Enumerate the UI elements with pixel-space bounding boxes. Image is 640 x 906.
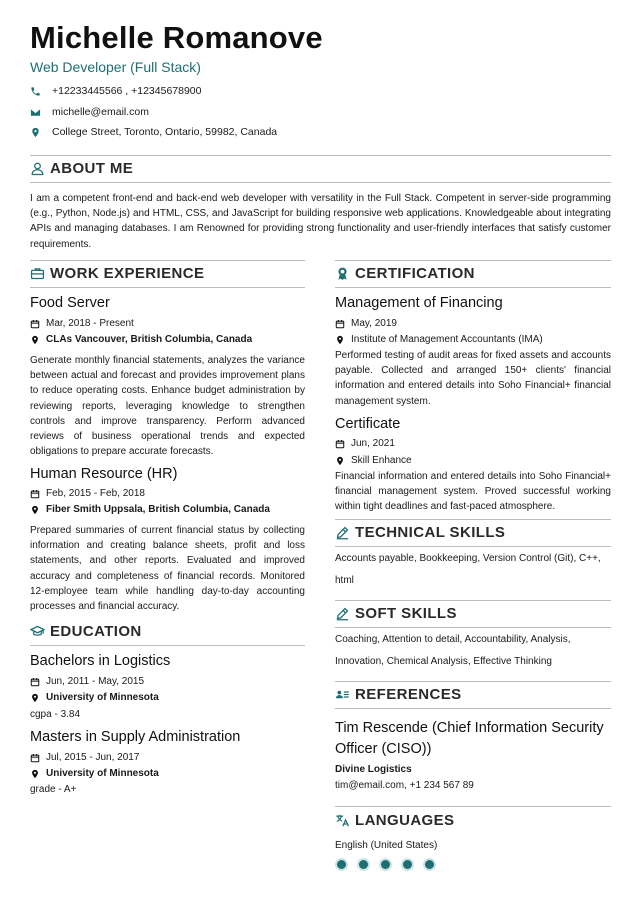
location-pin-icon <box>30 693 46 703</box>
education-item-grade: grade - A+ <box>30 784 77 795</box>
references-title: REFERENCES <box>355 686 462 703</box>
education-item-title: Masters in Supply Administration <box>30 729 241 745</box>
location-pin-icon <box>30 505 46 515</box>
contact-card-icon <box>335 686 353 704</box>
language-level-dot <box>425 860 434 869</box>
calendar-icon <box>335 319 351 329</box>
location-pin-icon <box>335 456 351 466</box>
email-text: michelle@email.com <box>52 106 150 118</box>
certification-item-desc: Performed testing of audit areas for fixed assets and accounts payable. Collected and arranged 150+ clients' financial information and entered details into Soho Financial+ financial management system. <box>335 350 611 407</box>
award-icon <box>335 265 353 283</box>
technical-title: TECHNICAL SKILLS <box>355 524 506 541</box>
reference-name-cont: Officer (CISO)) <box>335 741 432 757</box>
technical-header <box>335 519 611 547</box>
education-item-date <box>30 676 144 687</box>
address-row <box>30 126 277 138</box>
language-level-dot <box>337 860 346 869</box>
calendar-icon <box>335 439 351 449</box>
education-item-date <box>30 752 139 763</box>
technical-skills-line: Accounts payable, Bookkeeping, Version Control (Git), C++, <box>335 553 601 564</box>
education-item-date-text: Jun, 2011 - May, 2015 <box>46 676 145 687</box>
certification-item-desc: Financial information and entered details into Soho Financial+ financial management system. Proved successful working within tight deadlines and fast-paced atmosphere. <box>335 471 611 513</box>
work-item-desc: Generate monthly financial statements, analyzes the variance between actual and forecast and provides improvement plans to reduce operating costs. Enhance budget administration by reviewing reports, leveraging knowledge to strengthen controls and improve transparency. Perform advanced reviews of business operational trends and expected obligations to prepare accurate forecasts. <box>30 355 305 458</box>
location-pin-icon <box>335 335 351 345</box>
work-item-title: Food Server <box>30 295 110 311</box>
calendar-icon <box>30 677 46 687</box>
work-item-title: Human Resource (HR) <box>30 466 178 482</box>
certification-item-place <box>335 455 412 466</box>
certification-item-date <box>335 438 395 449</box>
about-title: ABOUT ME <box>50 160 134 177</box>
languages-header <box>335 806 611 834</box>
pencil-icon <box>335 605 353 623</box>
certification-item-place-text: Institute of Management Accountants (IMA) <box>351 334 543 345</box>
education-title: EDUCATION <box>50 623 142 640</box>
work-header <box>30 260 305 288</box>
location-pin-icon <box>30 127 52 138</box>
language-level-dot <box>403 860 412 869</box>
education-item-place <box>30 768 159 779</box>
certification-item-title: Certificate <box>335 416 401 432</box>
work-item-date-text: Mar, 2018 - Present <box>46 318 134 329</box>
user-icon <box>30 160 48 178</box>
phone-text: +12233445566 , +12345678900 <box>52 85 202 97</box>
certification-item-date-text: Jun, 2021 <box>351 438 395 449</box>
briefcase-icon <box>30 265 48 283</box>
education-header <box>30 618 305 646</box>
pencil-icon <box>335 524 353 542</box>
envelope-icon <box>30 107 52 118</box>
candidate-name: Michelle Romanove <box>30 20 323 55</box>
calendar-icon <box>30 319 46 329</box>
about-text: I am a competent front-end and back-end web developer with versatility in the Full Stack. Competent in server-side programming (e.g., Python, Node.js) and HTML, CSS, and JavaScript for building responsive web applications. Knowledgeable about integrating APIs and managing databases. I am Renowned for providing strong functionality and user-friendly interfaces that satisfy customer requirements. <box>30 193 611 250</box>
language-name: English (United States) <box>335 840 438 851</box>
work-item-date-text: Feb, 2015 - Feb, 2018 <box>46 488 145 499</box>
references-header <box>335 681 611 709</box>
work-item-place <box>30 334 252 345</box>
certification-item-place-text: Skill Enhance <box>351 455 412 466</box>
calendar-icon <box>30 753 46 763</box>
work-item-desc: Prepared summaries of current financial status by collecting information and creating balance sheets, profit and loss statements, and other reports. Evaluated and improved accuracy and completeness of financial records. Monitored 12-employee team while handling day-to-day accounting processes and financial accuracy. <box>30 525 305 613</box>
location-pin-icon <box>30 335 46 345</box>
soft-skills-line: Innovation, Chemical Analysis, Effective Thinking <box>335 656 552 667</box>
certification-header <box>335 260 611 288</box>
reference-name: Tim Rescende (Chief Information Security <box>335 720 604 736</box>
soft-header <box>335 600 611 628</box>
education-item-title: Bachelors in Logistics <box>30 653 171 669</box>
about-header <box>30 155 611 183</box>
translate-icon <box>335 811 353 829</box>
reference-company: Divine Logistics <box>335 764 412 775</box>
phone-row <box>30 85 202 97</box>
education-item-grade: cgpa - 3.84 <box>30 709 81 720</box>
certification-item-date <box>335 318 397 329</box>
languages-title: LANGUAGES <box>355 811 455 829</box>
phone-icon <box>30 86 52 97</box>
calendar-icon <box>30 489 46 499</box>
certification-item-title: Management of Financing <box>335 295 503 311</box>
certification-item-place <box>335 334 543 345</box>
education-item-date-text: Jul, 2015 - Jun, 2017 <box>46 752 140 763</box>
education-item-place <box>30 692 159 703</box>
reference-contact: tim@email.com, +1 234 567 89 <box>335 780 474 791</box>
language-level <box>337 860 447 869</box>
certification-title: CERTIFICATION <box>355 265 475 282</box>
work-item-place-text: CLAs Vancouver, British Columbia, Canada <box>46 334 253 345</box>
graduation-cap-icon <box>30 623 48 641</box>
education-item-place-text: University of Minnesota <box>46 692 159 703</box>
language-level-dot <box>359 860 368 869</box>
soft-title: SOFT SKILLS <box>355 605 457 622</box>
candidate-role: Web Developer (Full Stack) <box>30 59 201 75</box>
address-text: College Street, Toronto, Ontario, 59982, Canada <box>52 126 278 138</box>
soft-skills-line: Coaching, Attention to detail, Accountability, Analysis, <box>335 634 571 645</box>
language-level-dot <box>381 860 390 869</box>
work-item-date <box>30 488 145 499</box>
email-row <box>30 106 149 118</box>
work-item-date <box>30 318 134 329</box>
education-item-place-text: University of Minnesota <box>46 768 159 779</box>
certification-item-date-text: May, 2019 <box>351 318 397 329</box>
technical-skills-line: html <box>335 575 354 586</box>
work-item-place-text: Fiber Smith Uppsala, British Columbia, Canada <box>46 504 270 515</box>
work-title: WORK EXPERIENCE <box>50 265 205 282</box>
location-pin-icon <box>30 769 46 779</box>
work-item-place <box>30 504 270 515</box>
